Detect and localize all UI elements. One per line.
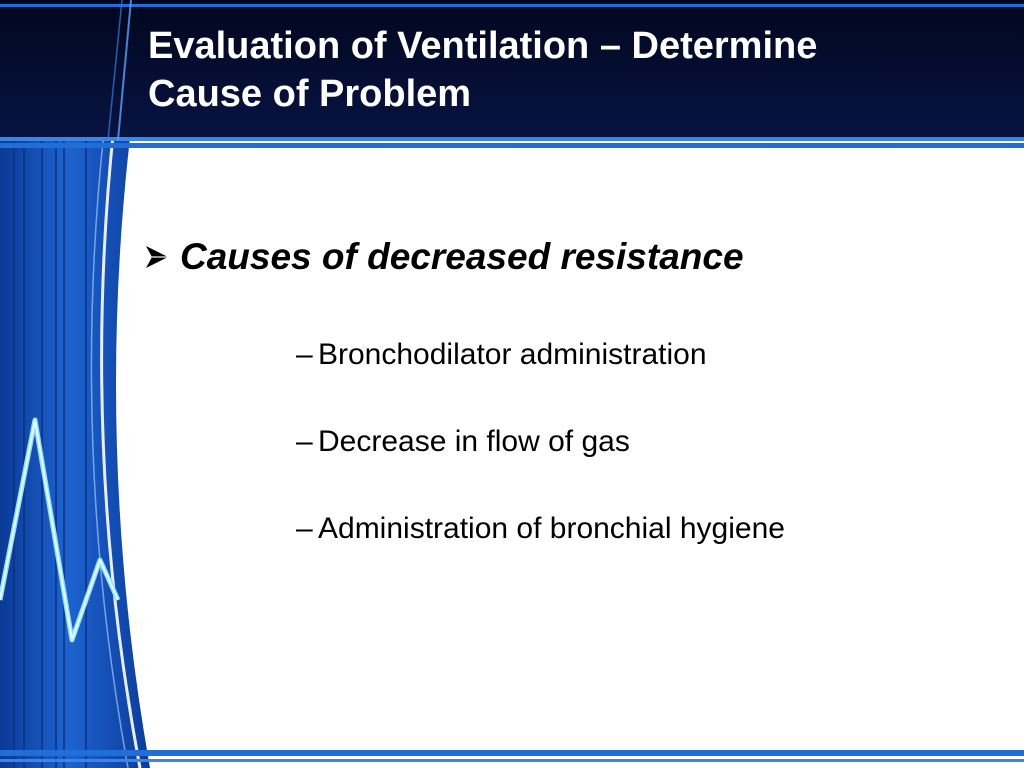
dash-marker: – bbox=[296, 338, 313, 371]
list-item bbox=[296, 334, 785, 421]
sub-bullet-text: Bronchodilator administration bbox=[318, 338, 707, 371]
sub-bullet-text: Decrease in flow of gas bbox=[318, 425, 630, 458]
dash-marker: – bbox=[296, 512, 313, 545]
title-line-1: Evaluation of Ventilation – Determine bbox=[148, 25, 818, 67]
sub-bullet-list bbox=[296, 334, 785, 595]
sub-bullet-text: Administration of bronchial hygiene bbox=[318, 512, 785, 545]
dash-marker: – bbox=[296, 425, 313, 458]
list-item bbox=[296, 421, 785, 508]
list-item bbox=[296, 508, 785, 595]
footer-accent bbox=[0, 750, 1024, 756]
title-line-2: Cause of Problem bbox=[148, 73, 472, 115]
main-bullet-text: Causes of decreased resistance bbox=[180, 236, 744, 277]
slide-title bbox=[148, 22, 1008, 118]
arrowhead-icon bbox=[142, 242, 172, 272]
main-bullet bbox=[142, 236, 744, 278]
